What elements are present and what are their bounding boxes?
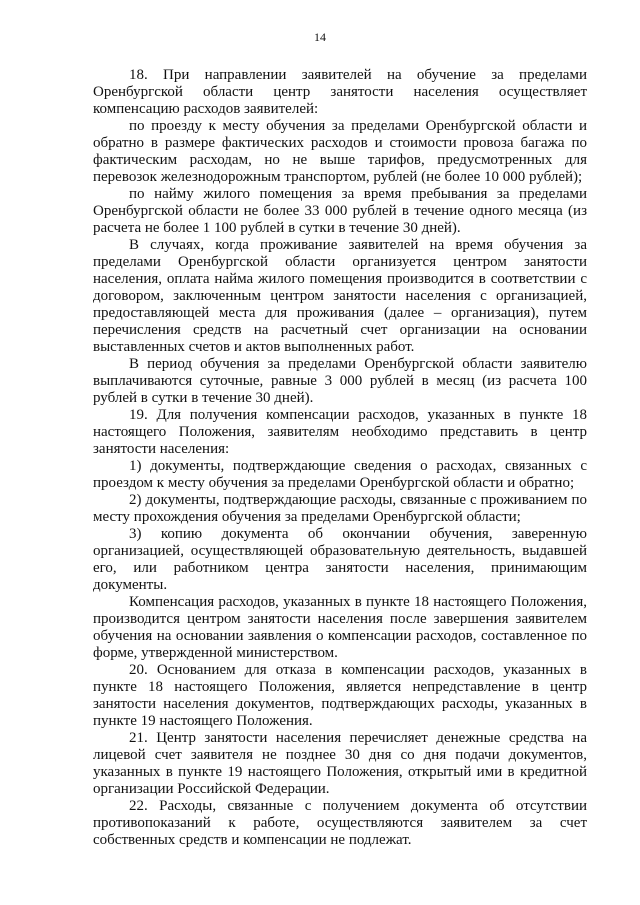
paragraph-travel-expenses: по проезду к месту обучения за пределами Оренбургской области и обратно в размере фактических расходов и стоимости провоза багажа по фактическим расходам, но не выше тарифов, предусмотренных для перевозок железнодорожным транспортом, рублей (не более 10 000 рублей); — [93, 118, 587, 185]
page-number: 14 — [314, 30, 326, 44]
paragraph-20: 20. Основанием для отказа в компенсации расходов, указанных в пункте 18 настоящего Положения, является непредставление в центр занятости населения документов, подтверждающих расходы, указанных в пункте 19 настоящего Положения. — [93, 662, 587, 729]
paragraph-compensation-procedure: Компенсация расходов, указанных в пункте 18 настоящего Положения, производится центром занятости населения после завершения заявителем обучения на основании заявления о компенсации расходов, составленное по форме, утвержденной министерством. — [93, 594, 587, 661]
paragraph-19-item-3: 3) копию документа об окончании обучения, заверенную организацией, осуществляющей образовательную деятельность, выдавшей его, или работником центра занятости населения, принимающим документы. — [93, 526, 587, 593]
document-body — [93, 67, 587, 849]
paragraph-daily-allowance: В период обучения за пределами Оренбургской области заявителю выплачиваются суточные, равные 3 000 рублей в месяц (из расчета 100 рублей в сутки в течение 30 дней). — [93, 356, 587, 406]
paragraph-22: 22. Расходы, связанные с получением документа об отсутствии противопоказаний к работе, осуществляются заявителем за счет собственных средств и компенсации не подлежат. — [93, 798, 587, 848]
paragraph-19-item-2: 2) документы, подтверждающие расходы, связанные с проживанием по месту прохождения обучения за пределами Оренбургской области; — [93, 492, 587, 525]
paragraph-21: 21. Центр занятости населения перечисляет денежные средства на лицевой счет заявителя не позднее 30 дня со дня подачи документов, указанных в пункте 19 настоящего Положения, открытый ими в кредитной организации Российской Федерации. — [93, 730, 587, 797]
paragraph-19-item-1: 1) документы, подтверждающие сведения о расходах, связанных с проездом к месту обучения за пределами Оренбургской области и обратно; — [93, 458, 587, 491]
paragraph-19: 19. Для получения компенсации расходов, указанных в пункте 18 настоящего Положения, заявителям необходимо представить в центр занятости населения: — [93, 407, 587, 457]
paragraph-18: 18. При направлении заявителей на обучение за пределами Оренбургской области центр занятости населения осуществляет компенсацию расходов заявителей: — [93, 67, 587, 117]
paragraph-housing-expenses: по найму жилого помещения за время пребывания за пределами Оренбургской области не более 33 000 рублей в течение одного месяца (из расчета не более 1 100 рублей в сутки в течение 30 дней). — [93, 186, 587, 236]
paragraph-housing-organization: В случаях, когда проживание заявителей на время обучения за пределами Оренбургской области организуется центром занятости населения, оплата найма жилого помещения производится в соответствии с договором, заключенным центром занятости населения с организацией, предоставляющей места для проживания (далее – организация), путем перечисления средств на расчетный счет организации на основании выставленных счетов и актов выполненных работ. — [93, 237, 587, 355]
